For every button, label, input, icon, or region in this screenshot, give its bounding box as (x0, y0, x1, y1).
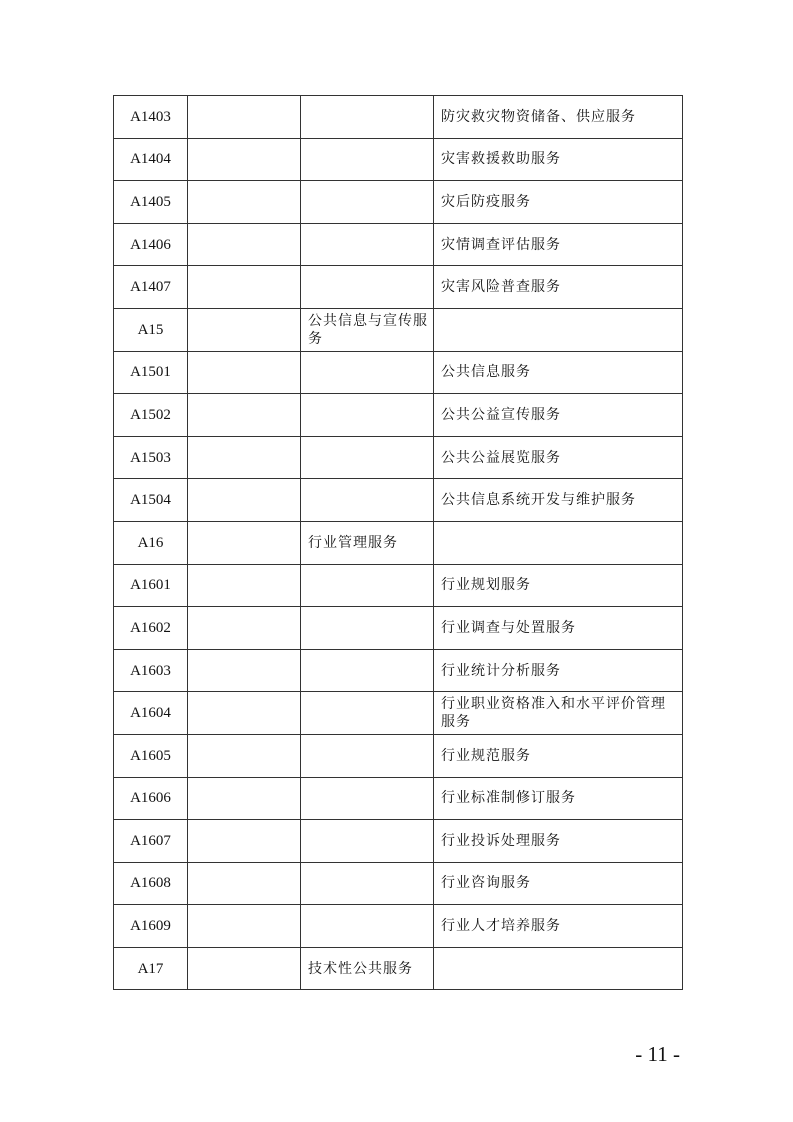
category-cell (188, 649, 301, 692)
item-cell: 行业规划服务 (434, 564, 683, 607)
code-cell: A1503 (114, 436, 188, 479)
subcategory-cell (301, 649, 434, 692)
table-row (114, 607, 683, 650)
category-cell (188, 777, 301, 820)
subcategory-cell (301, 607, 434, 650)
table-row (114, 96, 683, 139)
item-cell: 灾后防疫服务 (434, 181, 683, 224)
category-cell (188, 564, 301, 607)
subcategory-cell (301, 223, 434, 266)
subcategory-cell (301, 564, 434, 607)
category-cell (188, 351, 301, 394)
subcategory-cell (301, 394, 434, 437)
code-cell: A1603 (114, 649, 188, 692)
item-cell: 灾害救援救助服务 (434, 138, 683, 181)
code-cell: A1601 (114, 564, 188, 607)
category-cell (188, 394, 301, 437)
code-cell: A16 (114, 521, 188, 564)
subcategory-cell (301, 479, 434, 522)
item-cell: 公共信息系统开发与维护服务 (434, 479, 683, 522)
subcategory-cell (301, 734, 434, 777)
code-cell: A1404 (114, 138, 188, 181)
item-cell: 公共公益宣传服务 (434, 394, 683, 437)
category-cell (188, 692, 301, 735)
table-row (114, 862, 683, 905)
item-cell: 行业标准制修订服务 (434, 777, 683, 820)
subcategory-cell (301, 905, 434, 948)
table-row (114, 266, 683, 309)
category-cell (188, 862, 301, 905)
table-row (114, 905, 683, 948)
code-cell: A1607 (114, 820, 188, 863)
category-cell (188, 734, 301, 777)
subcategory-cell (301, 351, 434, 394)
table-row (114, 436, 683, 479)
category-cell (188, 138, 301, 181)
table-row (114, 521, 683, 564)
subcategory-cell: 公共信息与宣传服务 (301, 308, 434, 351)
category-cell (188, 223, 301, 266)
table-row (114, 564, 683, 607)
subcategory-cell (301, 96, 434, 139)
code-cell: A1405 (114, 181, 188, 224)
table-row (114, 777, 683, 820)
item-cell: 公共信息服务 (434, 351, 683, 394)
subcategory-cell (301, 266, 434, 309)
code-cell: A1608 (114, 862, 188, 905)
item-cell: 行业统计分析服务 (434, 649, 683, 692)
category-cell (188, 96, 301, 139)
table-row (114, 820, 683, 863)
table-row (114, 351, 683, 394)
code-cell: A1602 (114, 607, 188, 650)
code-cell: A1403 (114, 96, 188, 139)
subcategory-cell (301, 777, 434, 820)
table-row (114, 479, 683, 522)
table-row (114, 308, 683, 351)
item-cell: 灾害风险普查服务 (434, 266, 683, 309)
item-cell (434, 308, 683, 351)
item-cell: 行业人才培养服务 (434, 905, 683, 948)
code-cell: A1502 (114, 394, 188, 437)
item-cell (434, 521, 683, 564)
item-cell: 行业规范服务 (434, 734, 683, 777)
subcategory-cell (301, 436, 434, 479)
category-cell (188, 607, 301, 650)
table-row (114, 692, 683, 735)
page-number: - 11 - (635, 1042, 680, 1066)
table-row (114, 649, 683, 692)
code-cell: A1406 (114, 223, 188, 266)
category-cell (188, 436, 301, 479)
category-cell (188, 820, 301, 863)
code-cell: A15 (114, 308, 188, 351)
subcategory-cell (301, 692, 434, 735)
code-cell: A1606 (114, 777, 188, 820)
item-cell: 公共公益展览服务 (434, 436, 683, 479)
code-cell: A1407 (114, 266, 188, 309)
table-row (114, 138, 683, 181)
item-cell: 行业咨询服务 (434, 862, 683, 905)
service-catalog-table (113, 95, 683, 990)
table-body (114, 96, 683, 990)
category-cell (188, 521, 301, 564)
category-cell (188, 308, 301, 351)
item-cell: 防灾救灾物资储备、供应服务 (434, 96, 683, 139)
subcategory-cell (301, 181, 434, 224)
item-cell: 行业投诉处理服务 (434, 820, 683, 863)
item-cell: 行业调查与处置服务 (434, 607, 683, 650)
item-cell: 灾情调查评估服务 (434, 223, 683, 266)
item-cell (434, 947, 683, 990)
table-row (114, 181, 683, 224)
table-row (114, 734, 683, 777)
code-cell: A1604 (114, 692, 188, 735)
code-cell: A1605 (114, 734, 188, 777)
category-cell (188, 266, 301, 309)
subcategory-cell (301, 138, 434, 181)
category-cell (188, 479, 301, 522)
subcategory-cell (301, 862, 434, 905)
table-row (114, 394, 683, 437)
code-cell: A17 (114, 947, 188, 990)
code-cell: A1504 (114, 479, 188, 522)
code-cell: A1609 (114, 905, 188, 948)
category-cell (188, 181, 301, 224)
code-cell: A1501 (114, 351, 188, 394)
category-cell (188, 905, 301, 948)
subcategory-cell: 技术性公共服务 (301, 947, 434, 990)
subcategory-cell (301, 820, 434, 863)
table-row (114, 947, 683, 990)
item-cell: 行业职业资格准入和水平评价管理服务 (434, 692, 683, 735)
category-cell (188, 947, 301, 990)
subcategory-cell: 行业管理服务 (301, 521, 434, 564)
table-row (114, 223, 683, 266)
